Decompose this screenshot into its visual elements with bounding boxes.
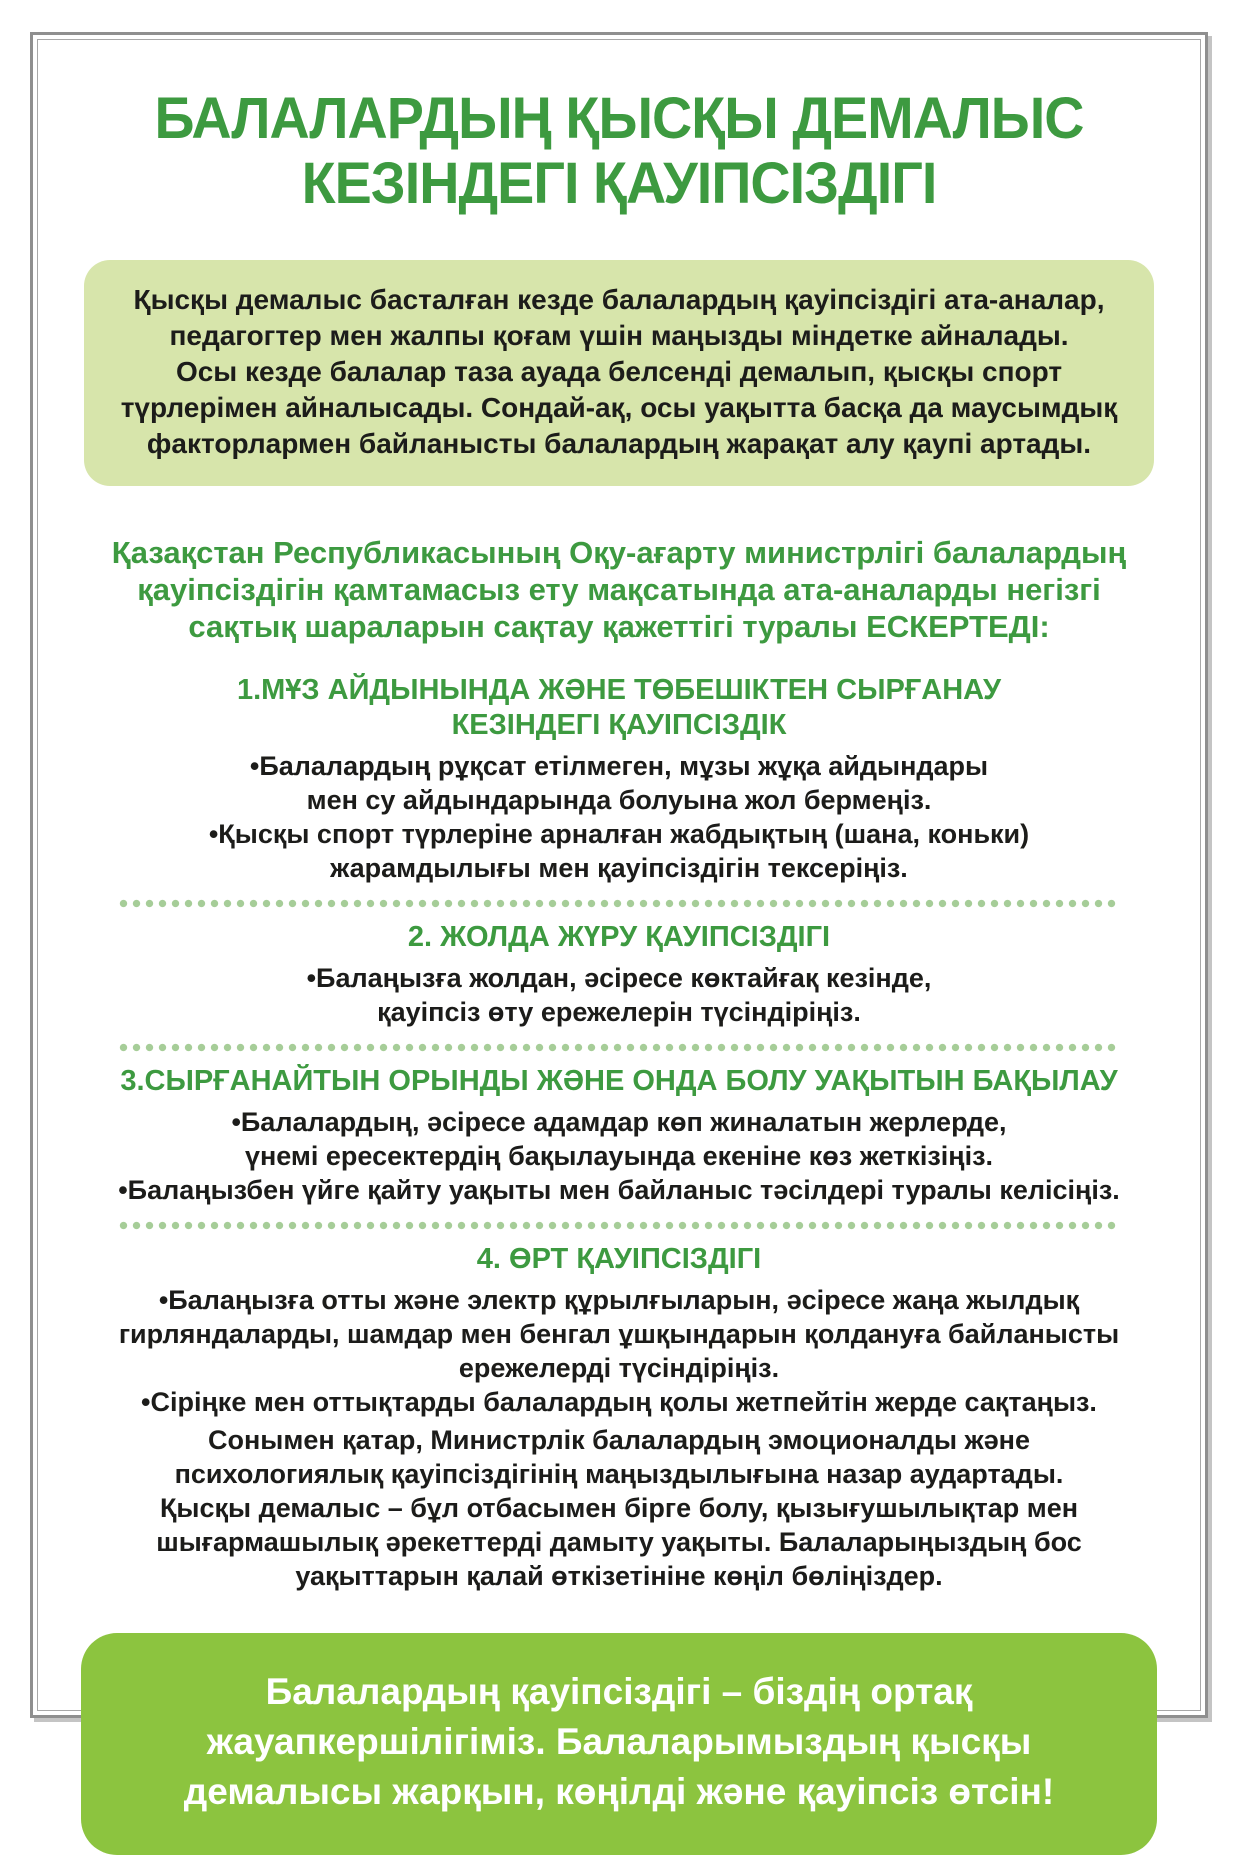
footer-line: жауапкершілігіміз. Балаларымыздың қысқы — [206, 1721, 1032, 1762]
intro-line: түрлерімен айналысады. Сондай-ақ, осы уақытта басқа да маусымдық — [120, 392, 1118, 423]
intro-line: факторлармен байланысты балалардың жарақат алу қаупі артады. — [146, 428, 1092, 459]
section-fire-safety — [66, 1242, 1172, 1419]
page-title-line: КЕЗІНДЕГІ ҚАУІПСІЗДІГІ — [301, 151, 937, 216]
section-heading — [66, 1242, 1172, 1277]
closing-line: Қысқы демалыс – бұл отбасымен бірге болу, қызығушылықтар мен — [159, 1493, 1079, 1523]
section-bullets — [66, 961, 1172, 1029]
closing-line: психологиялық қауіпсіздігінің маңыздылығына назар аудартады. — [174, 1459, 1064, 1489]
bullet-line: үнемі ересектердің бақылауында екеніне көз жеткізіңіз. — [244, 1141, 994, 1171]
dotted-divider — [119, 1043, 1119, 1052]
bullet-line: ережелерді түсіндіріңіз. — [458, 1353, 780, 1383]
notice-line: қауіпсіздігін қамтамасыз ету мақсатында ата-аналарды негізгі — [137, 572, 1101, 607]
section-road-safety — [66, 920, 1172, 1029]
page-border-frame — [30, 32, 1208, 1812]
section-heading-line: 1.МҰЗ АЙДЫНЫНДА ЖӘНЕ ТӨБЕШІКТЕН СЫРҒАНАУ — [236, 674, 1002, 706]
bullet-line: •Балалардың рұқсат етілмеген, мұзы жұқа айдындары — [249, 751, 989, 781]
bullet-line: қауіпсіз өту ережелерін түсіндіріңіз. — [377, 997, 861, 1027]
section-heading-line: 4. ӨРТ ҚАУІПСІЗДІГІ — [476, 1243, 762, 1275]
dotted-divider — [119, 1221, 1119, 1230]
footer-line: демалысы жарқын, көңілді және қауіпсіз өтсін! — [183, 1771, 1055, 1812]
notice-line: Қазақстан Республикасының Оқу-ағарту министрлігі балалардың — [111, 535, 1127, 570]
closing-line: Сонымен қатар, Министрлік балалардың эмоционалды және — [207, 1425, 1030, 1455]
section-heading — [66, 673, 1172, 743]
section-heading-line: 3.СЫРҒАНАЙТЫН ОРЫНДЫ ЖӘНЕ ОНДА БОЛУ УАҚЫТЫН БАҚЫЛАУ — [120, 1065, 1118, 1097]
intro-box — [84, 260, 1154, 486]
notice-line: сақтық шараларын сақтау қажеттігі туралы ЕСКЕРТЕДІ: — [188, 609, 1050, 644]
ministry-notice — [66, 534, 1172, 645]
bullet-line: гирляндаларды, шамдар мен бенгал ұшқындарын қолдануға байланысты — [118, 1319, 1120, 1349]
closing-paragraph — [66, 1423, 1172, 1593]
footer-box — [81, 1633, 1157, 1855]
intro-line: педагогтер мен жалпы қоғам үшін маңызды міндетке айналады. — [169, 320, 1069, 351]
section-ice-sliding-safety — [66, 673, 1172, 885]
page-title-line: БАЛАЛАРДЫҢ ҚЫСҚЫ ДЕМАЛЫС — [154, 86, 1084, 151]
footer-line: Балалардың қауіпсіздігі – біздің ортақ — [265, 1671, 973, 1712]
page-inner-border — [37, 39, 1201, 1812]
bullet-line: мен су айдындарында болуына жол бермеңіз. — [306, 785, 932, 815]
bullet-line: •Балалардың, әсіресе адамдар көп жиналатын жерлерде, — [231, 1107, 1007, 1137]
closing-line: уақыттарын қалай өткізетініне көңіл бөліңіздер. — [295, 1561, 943, 1591]
section-sliding-place-control — [66, 1064, 1172, 1207]
section-heading — [66, 1064, 1172, 1099]
intro-line: Осы кезде балалар таза ауада белсенді демалып, қысқы спорт — [175, 356, 1063, 387]
bullet-line: •Қысқы спорт түрлеріне арналған жабдықтың (шана, коньки) — [208, 819, 1030, 849]
section-heading-line: КЕЗІНДЕГІ ҚАУІПСІЗДІК — [451, 709, 787, 741]
bullet-line: •Балаңызға отты және электр құрылғыларын, әсіресе жаңа жылдық — [158, 1285, 1080, 1315]
bullet-line: •Балаңызға жолдан, әсіресе көктайғақ кезінде, — [306, 963, 932, 993]
closing-line: шығармашылық әрекеттерді дамыту уақыты. Балаларыңыздың бос — [156, 1527, 1082, 1557]
dotted-divider — [119, 899, 1119, 908]
section-bullets — [66, 1105, 1172, 1207]
section-heading — [66, 920, 1172, 955]
bullet-line: жарамдылығы мен қауіпсіздігін тексеріңіз. — [330, 853, 908, 883]
page-title — [66, 86, 1172, 216]
bullet-line: •Балаңызбен үйге қайту уақыты мен байланыс тәсілдері туралы келісіңіз. — [118, 1175, 1120, 1205]
section-bullets — [66, 1283, 1172, 1419]
poster-content — [38, 40, 1200, 1812]
section-bullets — [66, 749, 1172, 885]
intro-line: Қысқы демалыс басталған кезде балалардың қауіпсіздігі ата-аналар, — [133, 284, 1105, 315]
section-heading-line: 2. ЖОЛДА ЖҮРУ ҚАУІПСІЗДІГІ — [407, 921, 831, 953]
bullet-line: •Сіріңке мен оттықтарды балалардың қолы жетпейтін жерде сақтаңыз. — [141, 1387, 1097, 1417]
